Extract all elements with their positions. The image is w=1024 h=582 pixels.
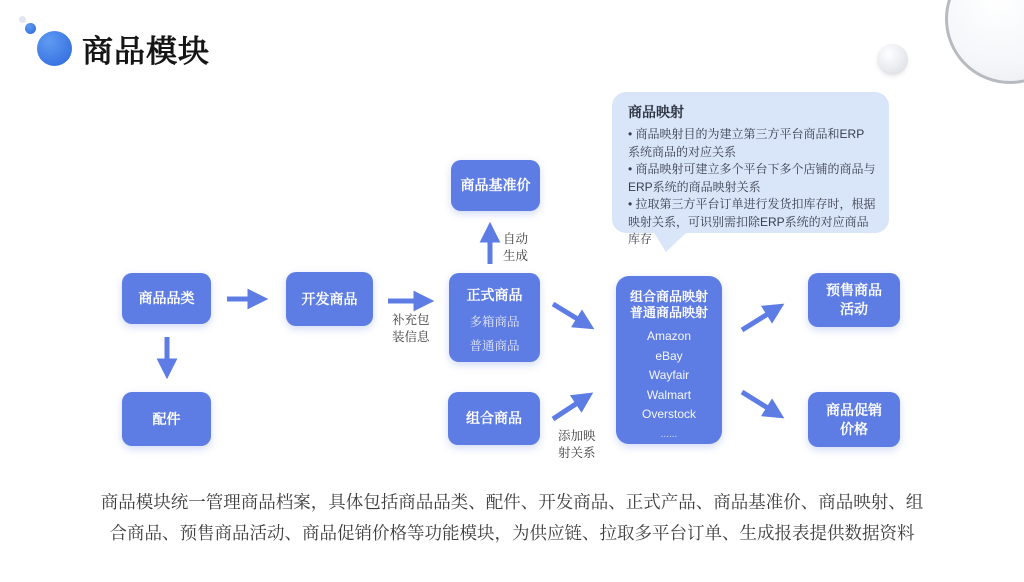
node-product-category: 商品品类 [122, 273, 211, 324]
callout-bullet: • 商品映射目的为建立第三方平台商品和ERP系统商品的对应关系 [628, 127, 865, 159]
platform-item: eBay [655, 348, 683, 363]
callout-title: 商品映射 [628, 104, 684, 120]
node-promo-price: 商品促销价格 [808, 392, 900, 447]
mapping-title-line1: 组合商品映射 [629, 289, 708, 304]
callout-bullet: • 商品映射可建立多个平台下多个店铺的商品与ERP系统的商品映射关系 [628, 162, 876, 194]
title-dot-large-icon [37, 31, 72, 66]
mapping-platform-list [642, 327, 696, 444]
mapping-callout [612, 92, 889, 246]
platform-more-dots: ...... [660, 428, 678, 440]
page-title: 商品模块 [82, 34, 210, 69]
mapping-title-line2: 普通商品映射 [629, 305, 708, 320]
arrow-mapping-to-promo [742, 392, 779, 415]
node-formal-title: 正式商品 [466, 287, 523, 303]
edge-label-add-mapping: 添加映射关系 [558, 429, 596, 460]
node-product-mapping [616, 276, 722, 444]
edge-label-packaging: 补充包装信息 [392, 313, 430, 344]
sphere-decoration-small [877, 44, 908, 75]
platform-item: Wayfair [648, 368, 690, 382]
description-line: 合商品、预售商品活动、商品促销价格等功能模块，为供应链、拉取多平台订单、生成报表提供数据资料 [109, 523, 915, 543]
module-description [0, 487, 1024, 549]
node-combo-product: 组合商品 [448, 392, 540, 445]
node-develop-product: 开发商品 [286, 272, 373, 326]
node-formal-subitem: 普通商品 [469, 339, 520, 353]
edge-label-auto-generate: 自动生成 [503, 232, 529, 263]
arrow-formal-to-mapping [553, 304, 589, 326]
arrow-combo-to-mapping [553, 396, 588, 419]
circle-decoration-large [945, 0, 1024, 84]
node-formal-product [449, 273, 540, 362]
platform-item: Walmart [646, 387, 692, 402]
node-presale-activity: 预售商品活动 [808, 273, 900, 327]
node-base-price: 商品基准价 [451, 160, 540, 211]
title-dot-small-icon [25, 23, 36, 34]
description-line: 商品模块统一管理商品档案，具体包括商品品类、配件、开发商品、正式产品、商品基准价、商品映射、组 [100, 492, 924, 512]
arrow-mapping-to-presale [742, 307, 779, 330]
node-accessory: 配件 [122, 392, 211, 446]
node-formal-subitems [469, 310, 519, 358]
sparkle-decoration [19, 16, 26, 23]
callout-bullet: • 拉取第三方平台订单进行发货扣库存时，根据映射关系，可识别需扣除ERP系统的对应商品库存 [628, 197, 876, 246]
platform-item: Amazon [646, 329, 691, 343]
platform-item: Overstock [641, 407, 696, 421]
node-formal-subitem: 多箱商品 [469, 315, 520, 329]
